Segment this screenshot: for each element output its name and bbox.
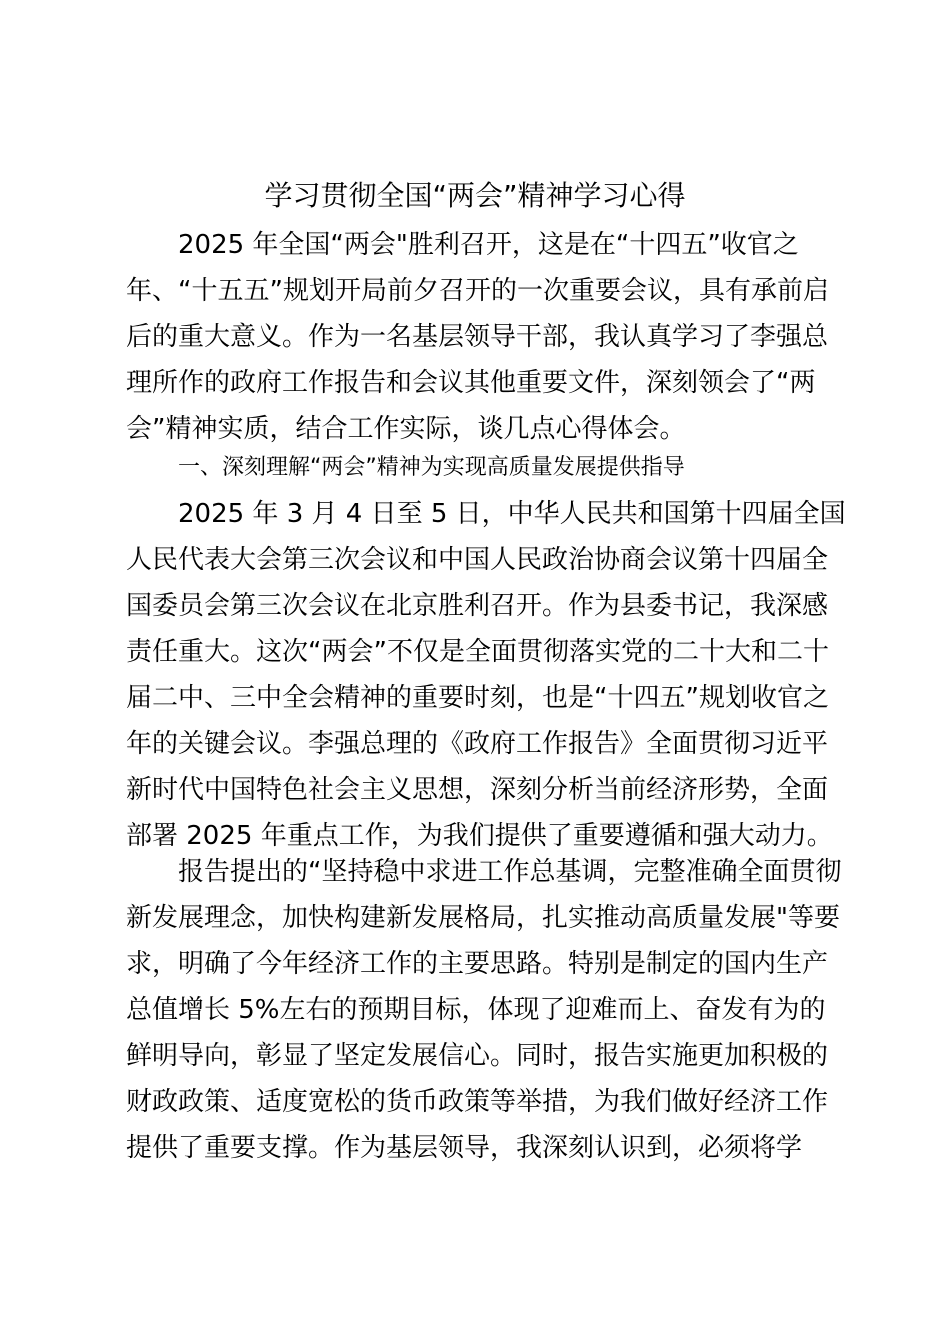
paragraph-line: 求，明确了今年经济工作的主要思路。特别是制定的国内生产 [126,949,829,979]
paragraph-intro [126,222,829,452]
section-heading: 一、深刻理解“两会”精神为实现高质量发展提供指导 [178,455,685,480]
document-title: 学习贯彻全国“两会”精神学习心得 [264,179,686,212]
paragraph-line: 新时代中国特色社会主义思想，深刻分析当前经济形势，全面 [126,775,829,805]
paragraph-line: 2025 年全国“两会"胜利召开，这是在“十四五”收官之 [178,230,799,260]
paragraph-line: 部署 2025 年重点工作，为我们提供了重要遵循和强大动力。 [126,821,833,851]
paragraph-line: 2025 年 3 月 4 日至 5 日，中华人民共和国第十四届全国 [178,499,846,529]
paragraph-line: 届二中、三中全会精神的重要时刻，也是“十四五”规划收官之 [126,683,829,713]
paragraph-line: 年的关键会议。李强总理的《政府工作报告》全面贯彻习近平 [126,729,829,759]
paragraph-line: 提供了重要支撑。作为基层领导，我深刻认识到，必须将学 [126,1133,803,1163]
paragraph-line: 会”精神实质，结合工作实际，谈几点心得体会。 [126,414,686,444]
paragraph-line: 年、“十五五”规划开局前夕召开的一次重要会议，具有承前启 [126,276,829,306]
paragraph-meeting [126,491,846,859]
paragraph-report [126,849,842,1171]
paragraph-line: 后的重大意义。作为一名基层领导干部，我认真学习了李强总 [126,322,829,352]
paragraph-line: 责任重大。这次“两会”不仅是全面贯彻落实党的二十大和二十 [126,637,829,667]
paragraph-line: 新发展理念，加快构建新发展格局，扎实推动高质量发展"等要 [126,903,840,933]
paragraph-line: 总值增长 5%左右的预期目标，体现了迎难而上、奋发有为的 [126,995,826,1025]
paragraph-line: 鲜明导向，彰显了坚定发展信心。同时，报告实施更加积极的 [126,1041,829,1071]
paragraph-line: 理所作的政府工作报告和会议其他重要文件，深刻领会了“两 [126,368,816,398]
paragraph-line: 国委员会第三次会议在北京胜利召开。作为县委书记，我深感 [126,591,829,621]
paragraph-line: 报告提出的“坚持稳中求进工作总基调，完整准确全面贯彻 [178,857,842,887]
paragraph-line: 人民代表大会第三次会议和中国人民政治协商会议第十四届全 [126,545,829,575]
paragraph-line: 财政政策、适度宽松的货币政策等举措，为我们做好经济工作 [126,1087,829,1117]
